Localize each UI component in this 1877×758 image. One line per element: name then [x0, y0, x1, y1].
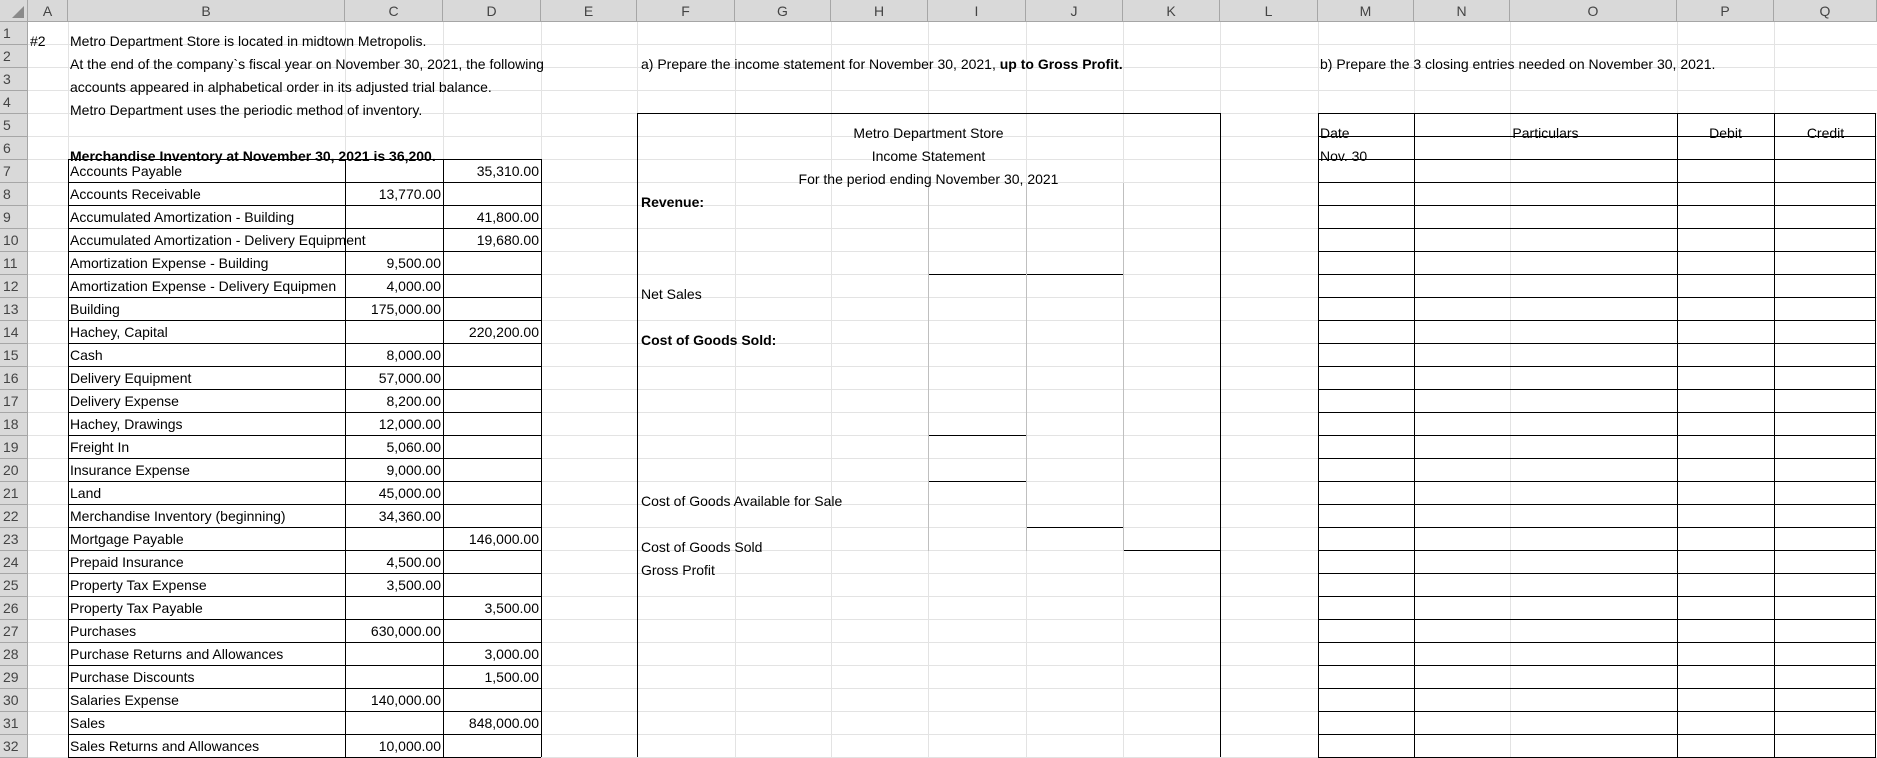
is-underline	[928, 481, 1026, 482]
tb-account-name[interactable]: Amortization Expense - Building	[70, 255, 269, 271]
row-header-23[interactable]: 23	[0, 528, 28, 551]
tb-account-name[interactable]: Insurance Expense	[70, 462, 190, 478]
tb-debit-value[interactable]: 9,000.00	[386, 462, 441, 478]
journal-col-border	[1414, 113, 1415, 757]
tb-account-name[interactable]: Sales Returns and Allowances	[70, 738, 260, 754]
tb-credit-value[interactable]	[443, 436, 541, 459]
column-header-d[interactable]: D	[443, 0, 541, 22]
row-header-20[interactable]: 20	[0, 459, 28, 482]
is-cogs-heading[interactable]: Cost of Goods Sold:	[641, 332, 777, 348]
tb-debit-value[interactable]: 8,200.00	[386, 393, 441, 409]
row-header-19[interactable]: 19	[0, 436, 28, 459]
row-header-8[interactable]: 8	[0, 183, 28, 206]
journal-row-border	[1318, 481, 1876, 482]
tb-debit-value[interactable]: 13,770.00	[378, 186, 441, 202]
tb-credit-value[interactable]: 3,000.00	[484, 646, 539, 662]
problem-number[interactable]: #2	[30, 33, 46, 49]
journal-row-border	[1318, 297, 1876, 298]
journal-row-border	[1318, 343, 1876, 344]
is-underline	[1026, 527, 1123, 528]
is-left-border	[637, 113, 638, 757]
is-column-divider	[1026, 183, 1027, 551]
tb-account-name[interactable]: Building	[70, 301, 120, 317]
problem-line-4[interactable]: Metro Department uses the periodic method of inventory.	[70, 102, 423, 118]
is-title[interactable]: Income Statement	[871, 148, 986, 164]
tb-debit-value[interactable]	[345, 206, 443, 229]
tb-account-name[interactable]: Purchase Discounts	[70, 669, 195, 685]
column-header-g[interactable]: G	[735, 0, 831, 22]
journal-row-border	[1318, 228, 1876, 229]
tb-account-name[interactable]: Merchandise Inventory (beginning)	[70, 508, 286, 524]
row-header-31[interactable]: 31	[0, 712, 28, 735]
income-statement-task-bold: up to Gross Profit.	[999, 56, 1123, 72]
tb-credit-value[interactable]	[443, 275, 541, 298]
tb-debit-value[interactable]: 57,000.00	[378, 370, 441, 386]
tb-credit-value[interactable]	[443, 735, 541, 758]
row-header-25[interactable]: 25	[0, 574, 28, 597]
column-header-p[interactable]: P	[1677, 0, 1774, 22]
tb-credit-value[interactable]	[443, 689, 541, 712]
tb-credit-value[interactable]: 19,680.00	[476, 232, 539, 248]
journal-row-border	[1318, 665, 1876, 666]
journal-row-border	[1318, 619, 1876, 620]
tb-credit-value[interactable]	[443, 413, 541, 436]
row-header-21[interactable]: 21	[0, 482, 28, 505]
is-underline	[1123, 550, 1220, 551]
journal-row-border	[1318, 527, 1876, 528]
tb-credit-value[interactable]: 35,310.00	[476, 163, 539, 179]
column-header-q[interactable]: Q	[1774, 0, 1877, 22]
tb-credit-value[interactable]	[443, 183, 541, 206]
tb-account-name[interactable]: Purchase Returns and Allowances	[70, 646, 284, 662]
income-statement-task-text: a) Prepare the income statement for November 30, 2021,	[641, 56, 1000, 72]
row-header-1[interactable]: 1	[0, 22, 28, 45]
row-header-9[interactable]: 9	[0, 206, 28, 229]
is-column-divider	[928, 183, 929, 551]
column-header-l[interactable]: L	[1220, 0, 1318, 22]
journal-row-border	[1318, 573, 1876, 574]
journal-row-border	[1318, 734, 1876, 735]
tb-credit-value[interactable]	[443, 505, 541, 528]
tb-account-name[interactable]: Delivery Equipment	[70, 370, 192, 386]
journal-date-nov-30[interactable]: Nov. 30	[1320, 148, 1368, 164]
tb-account-name[interactable]: Accounts Payable	[70, 163, 183, 179]
row-header-12[interactable]: 12	[0, 275, 28, 298]
tb-account-name[interactable]: Prepaid Insurance	[70, 554, 184, 570]
problem-line-3[interactable]: accounts appeared in alphabetical order in its adjusted trial balance.	[70, 79, 492, 95]
tb-account-name[interactable]: Amortization Expense - Delivery Equipmen	[70, 278, 337, 294]
tb-credit-value[interactable]: 3,500.00	[484, 600, 539, 616]
row-header-30[interactable]: 30	[0, 689, 28, 712]
tb-credit-value[interactable]: 848,000.00	[468, 715, 539, 731]
tb-debit-value[interactable]: 630,000.00	[370, 623, 441, 639]
row-header-27[interactable]: 27	[0, 620, 28, 643]
tb-credit-value[interactable]	[443, 620, 541, 643]
column-header-n[interactable]: N	[1414, 0, 1510, 22]
tb-debit-value[interactable]: 34,360.00	[378, 508, 441, 524]
journal-col-border	[1318, 113, 1319, 757]
tb-debit-value[interactable]: 140,000.00	[370, 692, 441, 708]
tb-debit-value[interactable]: 175,000.00	[370, 301, 441, 317]
is-revenue-heading[interactable]: Revenue:	[641, 194, 705, 210]
journal-row-border	[1318, 159, 1876, 160]
tb-credit-value[interactable]	[443, 344, 541, 367]
tb-account-name[interactable]: Sales	[70, 715, 106, 731]
journal-row-border	[1318, 435, 1876, 436]
tb-debit-value[interactable]: 5,060.00	[386, 439, 441, 455]
tb-debit-value[interactable]: 12,000.00	[378, 416, 441, 432]
row-header-11[interactable]: 11	[0, 252, 28, 275]
journal-header-debit[interactable]: Debit	[1709, 125, 1742, 141]
is-gross-profit-label[interactable]: Gross Profit	[641, 562, 715, 578]
column-header-f[interactable]: F	[637, 0, 735, 22]
row-header-26[interactable]: 26	[0, 597, 28, 620]
row-header-10[interactable]: 10	[0, 229, 28, 252]
tb-credit-value[interactable]: 41,800.00	[476, 209, 539, 225]
row-header-28[interactable]: 28	[0, 643, 28, 666]
tb-credit-value[interactable]	[443, 574, 541, 597]
row-header-6[interactable]: 6	[0, 137, 28, 160]
is-underline	[928, 435, 1026, 436]
row-header-14[interactable]: 14	[0, 321, 28, 344]
problem-line-2[interactable]: At the end of the company`s fiscal year on November 30, 2021, the following	[70, 56, 544, 72]
tb-credit-value[interactable]	[443, 390, 541, 413]
tb-debit-value[interactable]: 9,500.00	[386, 255, 441, 271]
tb-account-name[interactable]: Mortgage Payable	[70, 531, 184, 547]
row-header-15[interactable]: 15	[0, 344, 28, 367]
journal-header-date[interactable]: Date	[1320, 125, 1350, 141]
journal-row-border	[1318, 550, 1876, 551]
column-header-i[interactable]: I	[928, 0, 1026, 22]
is-cogs-label[interactable]: Cost of Goods Sold	[641, 539, 763, 555]
row-header-32[interactable]: 32	[0, 735, 28, 758]
tb-account-name[interactable]: Land	[70, 485, 102, 501]
inventory-note[interactable]: Merchandise Inventory at November 30, 2021 is 36,200.	[70, 148, 436, 164]
row-header-2[interactable]: 2	[0, 45, 28, 68]
row-header-7[interactable]: 7	[0, 160, 28, 183]
tb-credit-value[interactable]	[443, 459, 541, 482]
tb-debit-value[interactable]	[345, 597, 443, 620]
is-column-divider	[1123, 183, 1124, 551]
tb-credit-value[interactable]: 146,000.00	[468, 531, 539, 547]
is-top-border	[637, 113, 1220, 114]
tb-debit-value[interactable]: 4,500.00	[386, 554, 441, 570]
row-header-16[interactable]: 16	[0, 367, 28, 390]
tb-credit-value[interactable]: 220,200.00	[468, 324, 539, 340]
journal-row-border	[1318, 205, 1876, 206]
tb-debit-value[interactable]: 8,000.00	[386, 347, 441, 363]
tb-credit-value[interactable]	[443, 252, 541, 275]
column-header-j[interactable]: J	[1026, 0, 1123, 22]
tb-credit-value[interactable]: 1,500.00	[484, 669, 539, 685]
journal-row-border	[1318, 412, 1876, 413]
income-statement-task[interactable]	[639, 53, 1125, 76]
column-header-o[interactable]: O	[1510, 0, 1677, 22]
row-header-18[interactable]: 18	[0, 413, 28, 436]
tb-debit-value[interactable]	[345, 160, 443, 183]
row-header-13[interactable]: 13	[0, 298, 28, 321]
is-company-name[interactable]: Metro Department Store	[853, 125, 1004, 141]
row-header-24[interactable]: 24	[0, 551, 28, 574]
column-header-m[interactable]: M	[1318, 0, 1414, 22]
closing-task[interactable]: b) Prepare the 3 closing entries needed on November 30, 2021.	[1320, 56, 1716, 72]
journal-header-credit[interactable]: Credit	[1806, 125, 1845, 141]
journal-header-particulars[interactable]: Particulars	[1512, 125, 1579, 141]
row-header-22[interactable]: 22	[0, 505, 28, 528]
journal-row-border	[1318, 366, 1876, 367]
tb-account-name[interactable]: Accounts Receivable	[70, 186, 201, 202]
tb-credit-value[interactable]	[443, 298, 541, 321]
tb-debit-value[interactable]	[345, 528, 443, 551]
tb-account-name[interactable]: Accumulated Amortization - Building	[70, 209, 295, 225]
tb-debit-value[interactable]: 4,000.00	[386, 278, 441, 294]
column-header-e[interactable]: E	[541, 0, 637, 22]
tb-debit-value[interactable]: 3,500.00	[386, 577, 441, 593]
row-header-5[interactable]: 5	[0, 114, 28, 137]
journal-row-border	[1318, 504, 1876, 505]
journal-row-border	[1318, 596, 1876, 597]
is-right-border	[1220, 113, 1221, 757]
tb-debit-value[interactable]	[345, 321, 443, 344]
journal-row-border	[1318, 274, 1876, 275]
journal-row-border	[1318, 688, 1876, 689]
tb-debit-value[interactable]: 10,000.00	[378, 738, 441, 754]
journal-row-border	[1318, 113, 1876, 114]
journal-row-border	[1318, 711, 1876, 712]
tb-account-name[interactable]: Accumulated Amortization - Delivery Equipment	[70, 232, 366, 248]
journal-row-border	[1318, 251, 1876, 252]
tb-credit-value[interactable]	[443, 367, 541, 390]
tb-debit-value[interactable]	[345, 712, 443, 735]
tb-account-name[interactable]: Purchases	[70, 623, 137, 639]
tb-debit-value[interactable]	[345, 666, 443, 689]
row-header-29[interactable]: 29	[0, 666, 28, 689]
tb-account-name[interactable]: Salaries Expense	[70, 692, 179, 708]
journal-col-border	[1677, 113, 1678, 757]
journal-row-border	[1318, 389, 1876, 390]
select-all-corner[interactable]	[0, 0, 28, 22]
tb-credit-value[interactable]	[443, 482, 541, 505]
tb-account-name[interactable]: Freight In	[70, 439, 130, 455]
journal-right-border	[1875, 113, 1876, 757]
tb-right-border	[541, 159, 542, 757]
is-cogas-label[interactable]: Cost of Goods Available for Sale	[641, 493, 843, 509]
row-header-4[interactable]: 4	[0, 91, 28, 114]
tb-account-name[interactable]: Hachey, Drawings	[70, 416, 183, 432]
is-net-sales-label[interactable]: Net Sales	[641, 286, 702, 302]
journal-row-border	[1318, 642, 1876, 643]
row-header-17[interactable]: 17	[0, 390, 28, 413]
row-header-3[interactable]: 3	[0, 68, 28, 91]
column-header-c[interactable]: C	[345, 0, 443, 22]
tb-credit-value[interactable]	[443, 551, 541, 574]
column-header-k[interactable]: K	[1123, 0, 1220, 22]
journal-row-border	[1318, 182, 1876, 183]
tb-account-name[interactable]: Hachey, Capital	[70, 324, 168, 340]
journal-row-border	[1318, 320, 1876, 321]
journal-col-border	[1774, 113, 1775, 757]
tb-account-name[interactable]: Cash	[70, 347, 103, 363]
column-header-h[interactable]: H	[831, 0, 928, 22]
tb-account-name[interactable]: Delivery Expense	[70, 393, 179, 409]
tb-account-name[interactable]: Property Tax Expense	[70, 577, 207, 593]
is-period[interactable]: For the period ending November 30, 2021	[798, 171, 1059, 187]
tb-account-name[interactable]: Property Tax Payable	[70, 600, 203, 616]
tb-debit-value[interactable]	[345, 643, 443, 666]
tb-debit-value[interactable]: 45,000.00	[378, 485, 441, 501]
problem-line-1[interactable]: Metro Department Store is located in midtown Metropolis.	[70, 33, 427, 49]
column-header-a[interactable]: A	[28, 0, 68, 22]
column-header-b[interactable]: B	[68, 0, 345, 22]
journal-row-border	[1318, 458, 1876, 459]
